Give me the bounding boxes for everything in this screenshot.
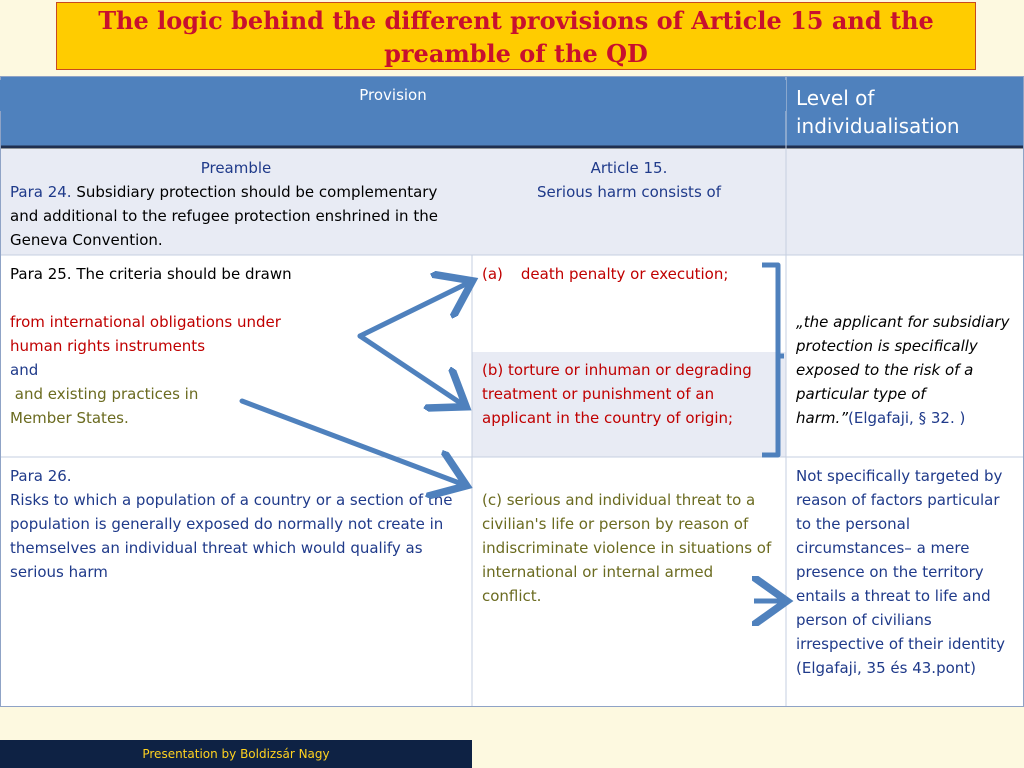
para-25-olive: and existing practices in Member States.: [10, 385, 204, 427]
slide-title: [56, 2, 976, 70]
item-a: [472, 258, 786, 290]
slide-title-line-1: The logic behind the different provisions of Article 15 and the: [98, 6, 934, 35]
item-a-label: (a): [482, 265, 503, 283]
not-specific-ref: (Elgafaji, 35 és 43.pont): [796, 659, 977, 677]
item-a-text: death penalty or execution;: [520, 265, 729, 283]
para-25-and: and: [10, 361, 39, 379]
not-specific-text: Not specifically targeted by reason of factors particular to the personal circumstances– a mere presence on the territory entails a threat to life and person of civilians irrespective of their identity: [796, 467, 1006, 653]
item-b: (b) torture or inhuman or degrading treatment or punishment of an applicant in the country of origin;: [482, 361, 752, 427]
article-subheading: Serious harm consists of: [537, 183, 721, 201]
para-24: [10, 180, 462, 252]
preamble-heading: Preamble: [200, 159, 272, 177]
article-heading: Article 15.: [590, 159, 668, 177]
provisions-table: [0, 76, 1024, 707]
article-cell: [472, 152, 786, 208]
para-26-label: Para 26.: [10, 467, 72, 485]
header-level: Level of individualisation: [796, 86, 960, 138]
quote-text: „the applicant for subsidiary protection is specifically exposed to the risk of a particular type of harm.”: [796, 313, 1010, 427]
not-specific-cell: [786, 460, 1024, 684]
quote-cell: [786, 306, 1024, 434]
para-25-red: from international obligations under human rights instruments: [10, 313, 281, 355]
slide-title-line-2: preamble of the QD: [384, 39, 648, 68]
header-provision: Provision: [0, 80, 786, 111]
para-25-line: Para 25. The criteria should be drawn: [10, 265, 292, 283]
para-24-text: Subsidiary protection should be complementary and additional to the refugee protection enshrined in the Geneva Convention.: [10, 183, 438, 249]
preamble-cell: [0, 152, 472, 256]
quote-ref: (Elgafaji, § 32. ): [848, 409, 966, 427]
para-26-cell: [0, 460, 472, 588]
para-26-text: Risks to which a population of a country or a section of the population is generally exposed do normally not create in themselves an individual threat which would qualify as serious harm: [10, 491, 453, 581]
item-c: (c) serious and individual threat to a civilian's life or person by reason of indiscriminate violence in situations of international or internal armed conflict.: [482, 491, 772, 605]
footer-credit: Presentation by Boldizsár Nagy: [0, 740, 472, 768]
para-24-label: Para 24.: [10, 183, 72, 201]
para-25-cell: [0, 258, 472, 434]
